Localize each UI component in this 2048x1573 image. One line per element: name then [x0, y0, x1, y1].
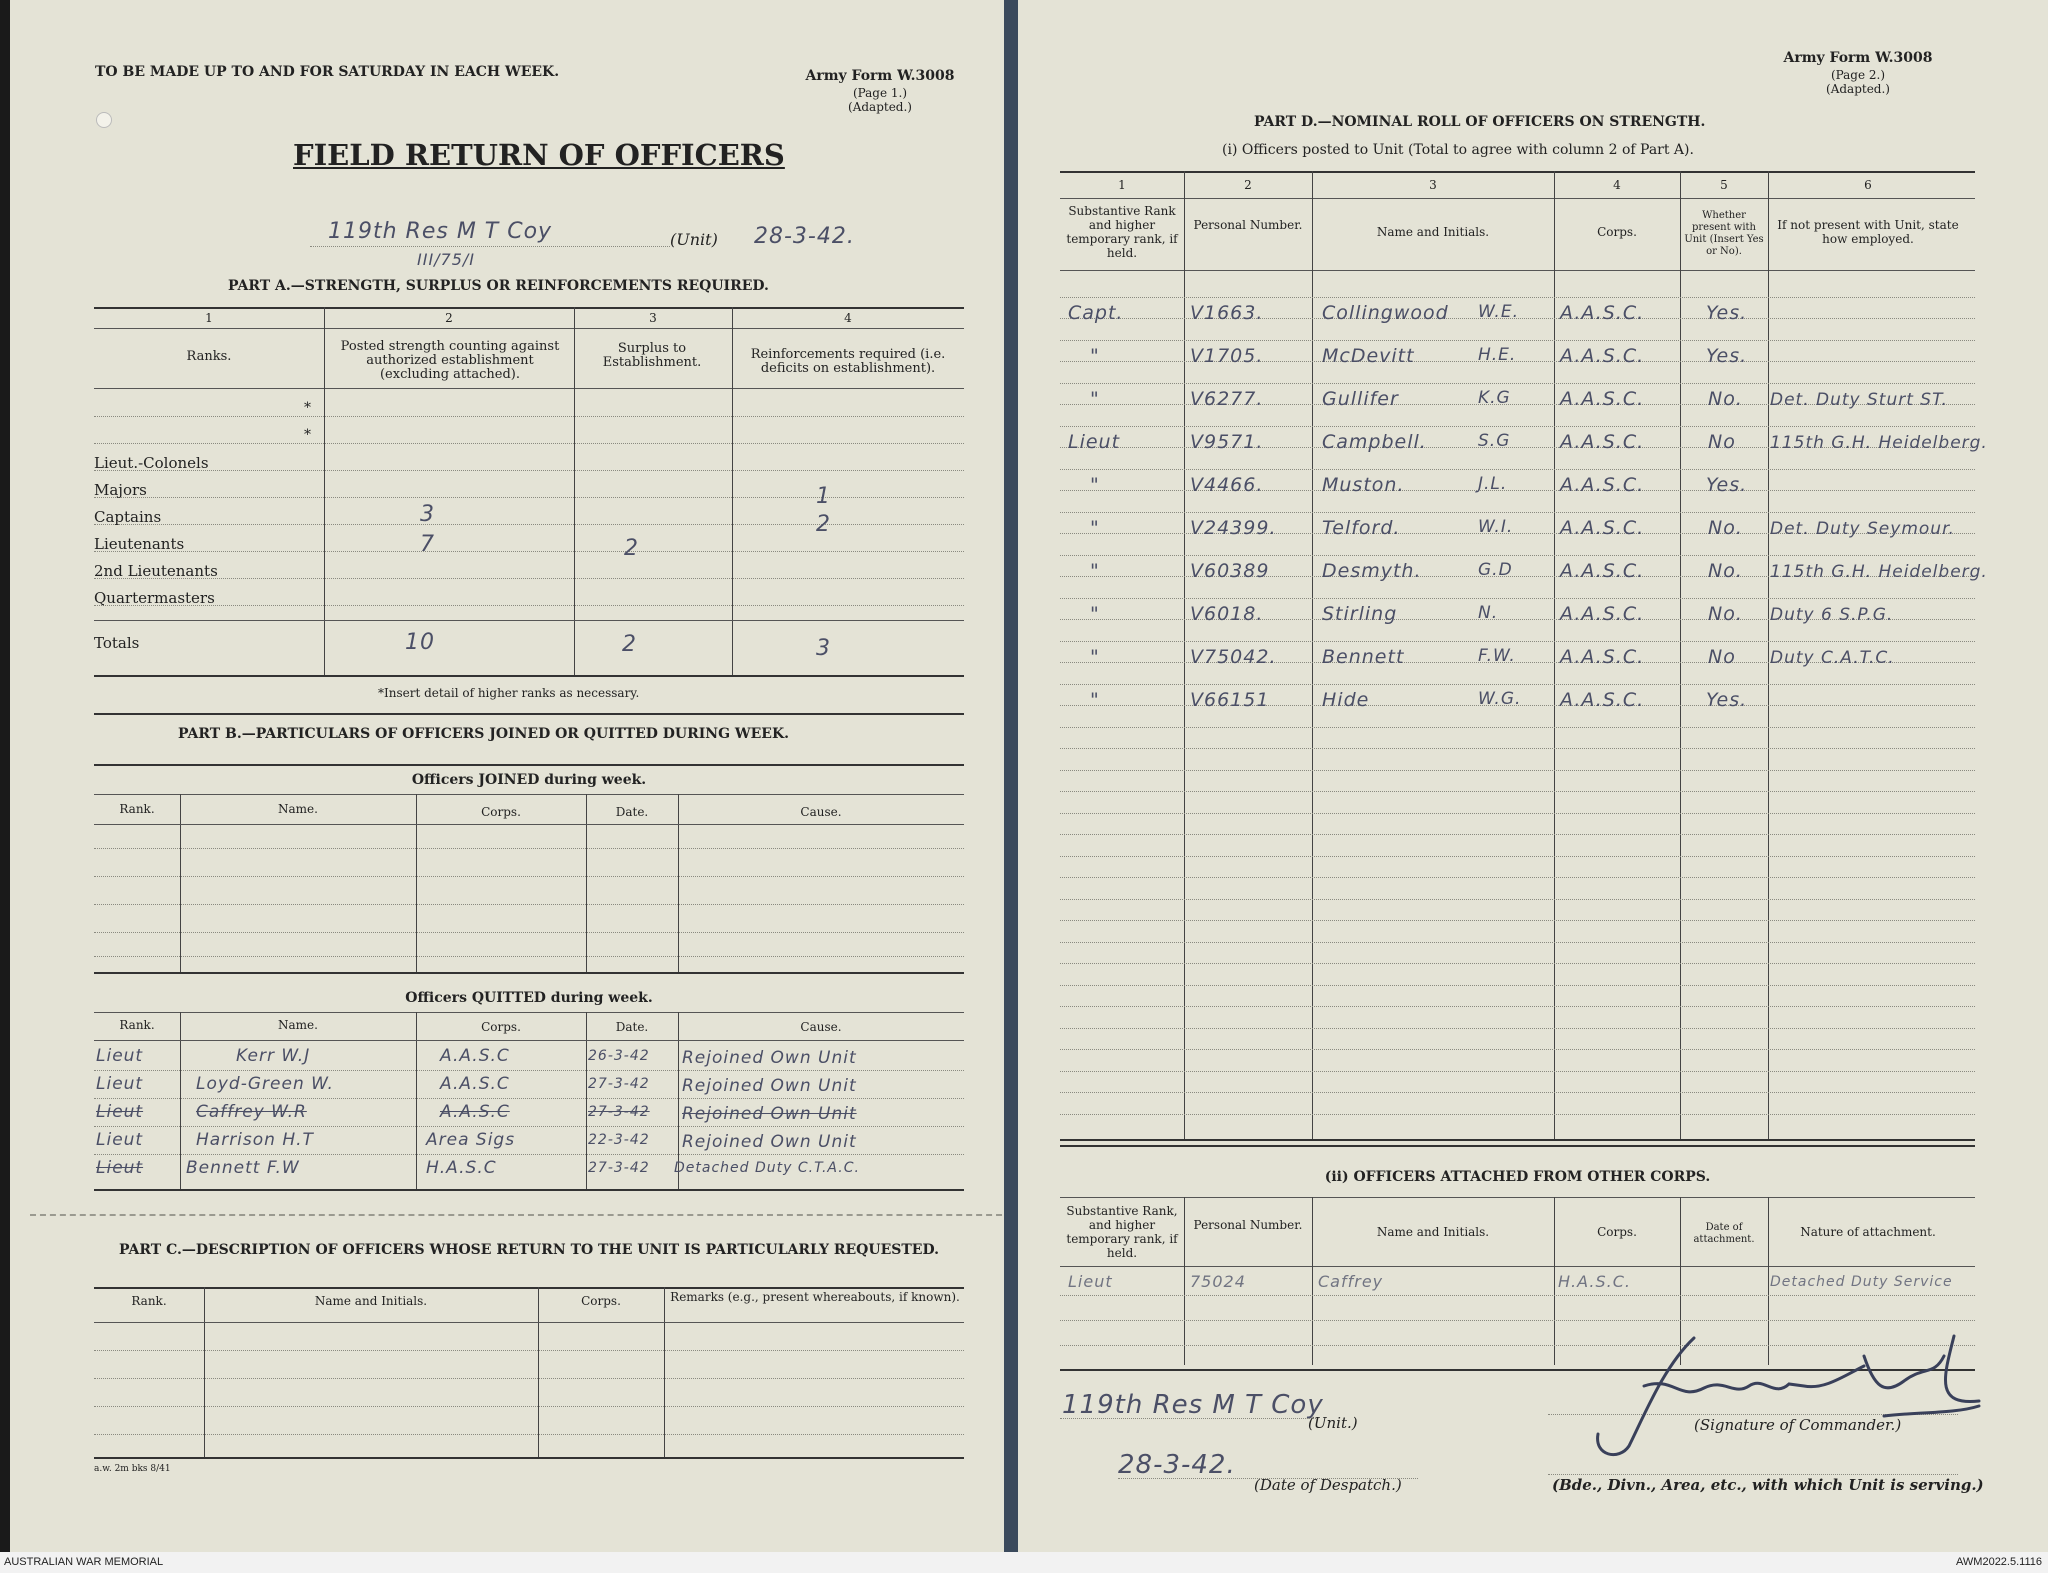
form-number: Army Form W.3008	[805, 68, 955, 84]
part-d-heading: PART D.—NOMINAL ROLL OF OFFICERS ON STRENGTH.	[1254, 114, 1706, 130]
footer-institution: AUSTRALIAN WAR MEMORIAL	[4, 1556, 164, 1568]
joined-heading: Officers JOINED during week.	[411, 772, 647, 788]
form-adapted: (Adapted.)	[1826, 82, 1890, 96]
star-marker: *	[304, 427, 311, 443]
value-lieuts-surplus: 2	[624, 536, 639, 561]
total-surplus: 2	[622, 632, 637, 657]
form-adapted: (Adapted.)	[848, 100, 912, 114]
sub-heading-ii: (ii) OFFICERS ATTACHED FROM OTHER CORPS.	[1324, 1169, 1711, 1185]
print-code: a.w. 2m bks 8/41	[94, 1464, 171, 1474]
part-b-heading: PART B.—PARTICULARS OF OFFICERS JOINED OR QUITTED DURING WEEK.	[178, 726, 790, 742]
header-rank: Substantive Rank and higher temporary rank, if held.	[1066, 204, 1178, 260]
footer-bar	[0, 1552, 2048, 1573]
date-handwritten: 28-3-42.	[754, 224, 855, 249]
total-reinf: 3	[816, 636, 831, 661]
value-captains-posted: 3	[420, 502, 435, 527]
header-surplus: Surplus to Establishment.	[602, 341, 702, 370]
part-a-heading: PART A.—STRENGTH, SURPLUS OR REINFORCEMENTS REQUIRED.	[228, 278, 769, 294]
header-name: Name and Initials.	[1376, 225, 1490, 239]
header-corps: Corps.	[1597, 1225, 1637, 1239]
star-marker: *	[304, 400, 311, 416]
rank-label: Lieut.-Colonels	[94, 454, 209, 472]
rank-label: Captains	[94, 508, 162, 526]
rank-label: Majors	[94, 481, 147, 499]
sub-heading-i: (i) Officers posted to Unit (Total to agree with column 2 of Part A).	[1222, 142, 1694, 158]
form-page: (Page 2.)	[1830, 68, 1886, 82]
despatch-date-handwritten: 28-3-42.	[1118, 1450, 1236, 1480]
quitted-heading: Officers QUITTED during week.	[405, 990, 653, 1006]
page-title: FIELD RETURN OF OFFICERS	[293, 138, 785, 172]
header-nature: Nature of attachment.	[1800, 1225, 1936, 1239]
rank-label: Lieutenants	[94, 535, 185, 553]
unit-handwritten: 119th Res M T Coy	[1062, 1390, 1324, 1420]
value-captains-reinf: 2	[816, 512, 831, 537]
header-date-attachment: Date of attachment.	[1693, 1222, 1755, 1245]
part-c-heading: PART C.—DESCRIPTION OF OFFICERS WHOSE RETURN TO THE UNIT IS PARTICULARLY REQUESTED.	[119, 1242, 939, 1258]
totals-label: Totals	[94, 634, 140, 652]
left-page: TO BE MADE UP TO AND FOR SATURDAY IN EACH WEEK. Army Form W.3008 (Page 1.) (Adapted.) FIELD RETURN OF OFFICERS 119th Res M T Coy III/75/I (Unit) 28-3-42. PART A.—STRENGTH, SURPLUS OR REINFORCEMENTS REQUIRED. 1 2 3 4 Ranks. Posted strength counting against authorized establishment (excluding attached). Surplus to Establishment. Reinforcements required (i.e. deficits on establishment). * * Lieut.-Colonels Majors Captains Lieutenants 2nd Lieutenants Quartermasters 1 3 2 7 2 Totals 10 2 3 *Insert detail of higher ranks as necessary. PART B.—PARTICULARS OF OFFICERS JOINED OR QUITTED DURING WEEK. Officers JOINED during week. Rank. Name. Corps. Date. Cause. Officers QUITTED during week. Rank. Name. Corps. Date. Cause. Lieut Kerr W.J A.A.S.C 26-3-42 Rejoined Own Unit Lieut Loyd-Green W. A.A.S.C 27-3-42 Rejoined Own Unit Lieut Caffrey W.R A.A.S.C 27-3-42 Rejoined Own Unit Lieut Harrison H.T Area Sigs 22-3-42 Rejoined Own Unit Lieut Bennett F.W H.A.S.C 27-3-42 Detached Duty C.T.A.C. PART C.—DESCRIPTION OF OFFICERS WHOSE RETURN TO THE UNIT IS PARTICULARLY REQUESTED. Rank. Name and Initials. Corps. Remarks (e.g., present whereabouts, if known). a.w. 2m bks 8/41	[10, 0, 1012, 1552]
header-name: Name and Initials.	[1376, 1225, 1490, 1239]
header-employed: If not present with Unit, state how employed.	[1777, 218, 1959, 246]
instruction-text: TO BE MADE UP TO AND FOR SATURDAY IN EACH WEEK.	[95, 64, 560, 80]
footer-accession: AWM2022.5.1116	[1955, 1556, 2042, 1568]
signature	[1584, 1326, 1984, 1466]
unit-sub-handwritten: III/75/I	[417, 250, 476, 269]
unit-label: (Unit.)	[1308, 1414, 1358, 1432]
value-majors-reinf: 1	[816, 484, 831, 509]
punch-hole	[96, 112, 112, 128]
unit-handwritten: 119th Res M T Coy	[328, 219, 553, 244]
header-rank: Substantive Rank, and higher temporary rank, if held.	[1066, 1204, 1178, 1260]
total-posted: 10	[405, 630, 435, 655]
value-lieuts-posted: 7	[420, 532, 435, 557]
header-personal-number: Personal Number.	[1193, 218, 1303, 232]
header-reinforcements: Reinforcements required (i.e. deficits on establishment).	[750, 347, 946, 376]
header-corps: Corps.	[1597, 225, 1637, 239]
bde-label: (Bde., Divn., Area, etc., with which Unit is serving.)	[1552, 1476, 1984, 1494]
part-a-note: *Insert detail of higher ranks as necessary.	[378, 686, 640, 700]
form-page: (Page 1.)	[852, 86, 908, 100]
header-personal-number: Personal Number.	[1193, 1218, 1303, 1232]
header-present: Whether present with Unit (Insert Yes or No).	[1684, 210, 1764, 257]
header-ranks: Ranks.	[186, 349, 232, 364]
rank-label: Quartermasters	[94, 589, 215, 607]
form-number: Army Form W.3008	[1783, 50, 1933, 66]
unit-label: (Unit)	[670, 230, 718, 249]
signature-label: (Signature of Commander.)	[1694, 1416, 1902, 1434]
right-page: Army Form W.3008 (Page 2.) (Adapted.) PART D.—NOMINAL ROLL OF OFFICERS ON STRENGTH. (i) Officers posted to Unit (Total to agree with column 2 of Part A). 1 2 3 4 5 6 Substantive Rank and higher temporary rank, if held. Personal Number. Name and Initials. Corps. Whether present with Unit (Insert Yes or No). If not present with Unit, state how employed. Capt. V1663. Collingwood W.E. A.A.S.C. Yes. " V1705. McDevitt H.E. A.A.S.C. Yes. " V6277. Gullifer K.G A.A.S.C. No. Det. Duty Sturt ST. Lieut V9571. Campbell. S.G A.A.S.C. No 115th G.H. Heidelberg. " V4466. Muston. J.L. A.A.S.C. Yes. " V24399. Telford. W.I. A.A.S.C. No. Det. Duty Seymour. " V60389 Desmyth. G.D A.A.S.C. No. 115th G.H. Heidelberg. " V6018. Stirling N. A.A.S.C. No. Duty 6 S.P.G. " V75042. Bennett F.W. A.A.S.C. No Duty C.A.T.C. " V66151 Hide W.G. A.A.S.C. Yes. (ii) OFFICERS ATTACHED FROM OTHER CORPS. Substantive Rank, and higher temporary rank, if held. Personal Number. Name and Initials. Corps. Date of attachment. Nature of attachment. Lieut 75024 Caffrey H.A.S.C. Detached Duty Service 119th Res M T Coy (Unit.) 28-3-42. (Date of Despatch.) (Signature of Commander.) (Bde., Divn., Area, etc., with which Unit is serving.)	[1018, 0, 2048, 1552]
rank-label: 2nd Lieutenants	[94, 562, 218, 580]
date-label: (Date of Despatch.)	[1254, 1476, 1402, 1494]
header-posted-strength: Posted strength counting against authorized establishment (excluding attached).	[340, 339, 560, 382]
